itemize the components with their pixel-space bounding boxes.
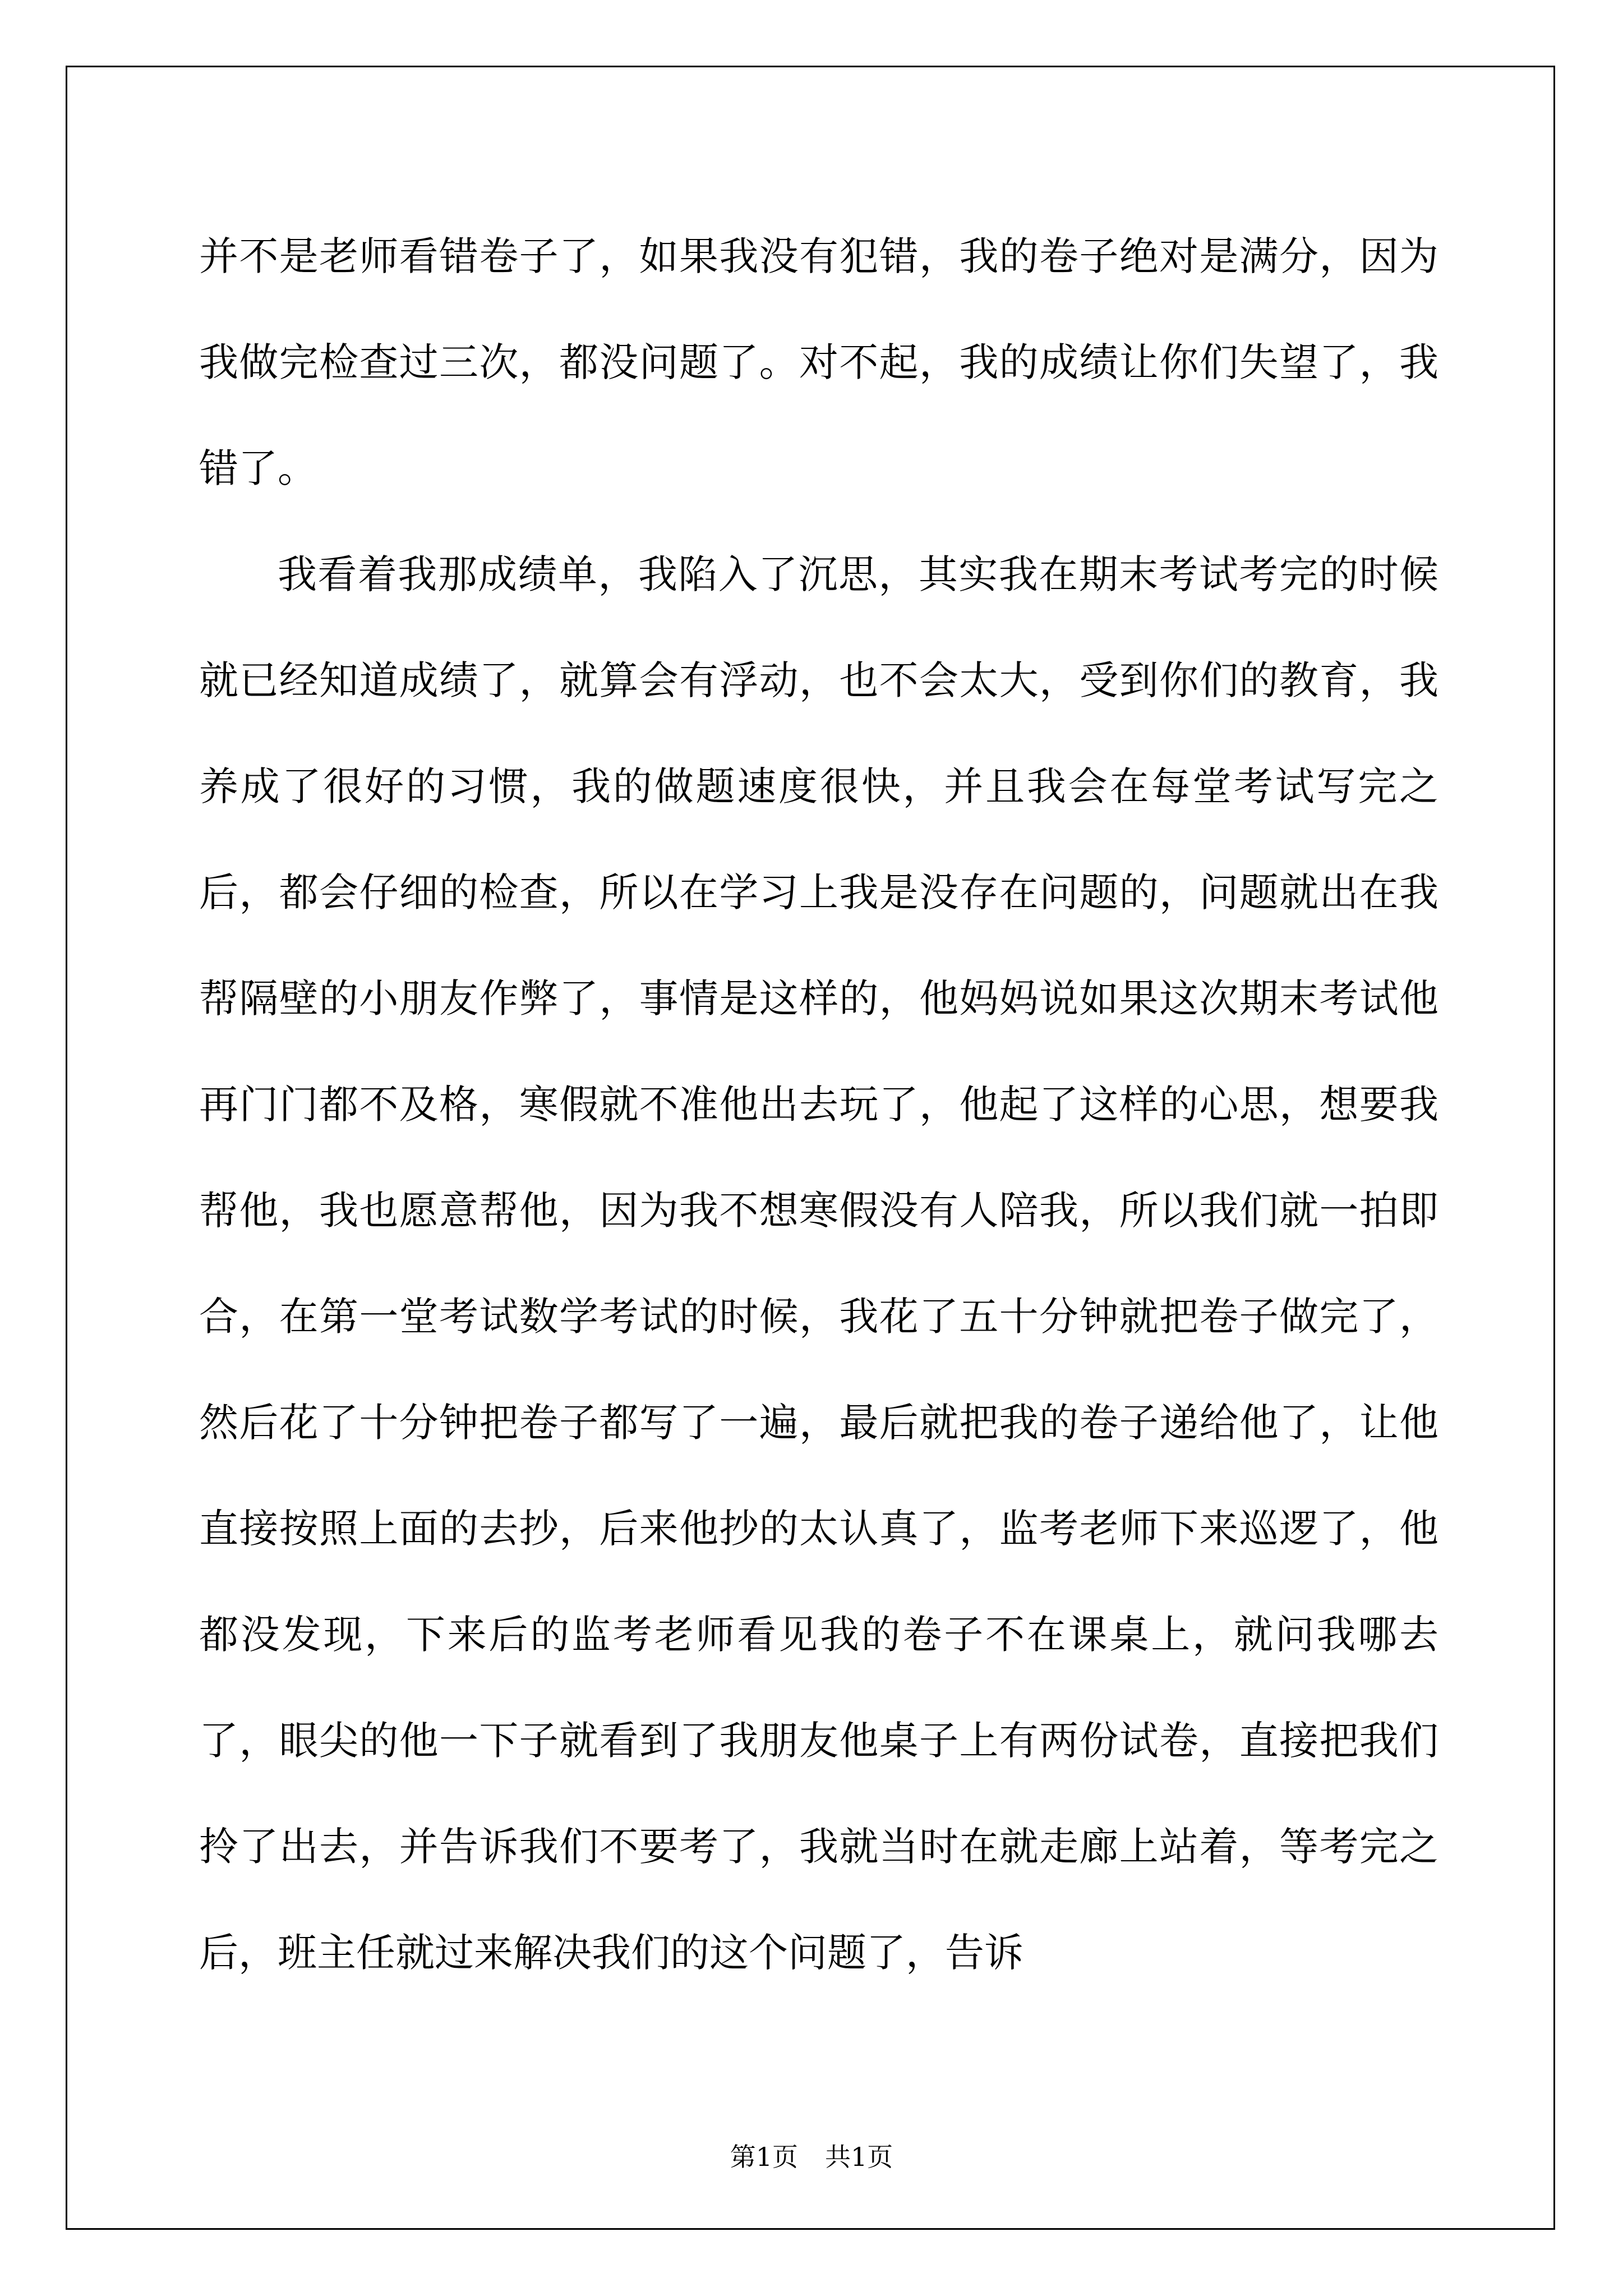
body-text — [199, 204, 1438, 2006]
paragraph-1: 并不是老师看错卷子了，如果我没有犯错，我的卷子绝对是满分，因为我做完检查过三次，都没问题了。对不起，我的成绩让你们失望了，我错了。 — [199, 233, 1438, 491]
page-total: 共1页 — [825, 2142, 893, 2172]
page-number: 第1页 — [730, 2142, 798, 2172]
page-footer — [0, 2140, 1623, 2174]
paragraph-2: 我看着我那成绩单，我陷入了沉思，其实我在期末考试考完的时候就已经知道成绩了，就算会有浮动，也不会太大，受到你们的教育，我养成了很好的习惯，我的做题速度很快，并且我会在每堂考试写完之后，都会仔细的检查，所以在学习上我是没存在问题的，问题就出在我帮隔壁的小朋友作弊了，事情是这样的，他妈妈说如果这次期末考试他再门门都不及格，寒假就不准他出去玩了，他起了这样的心思，想要我帮他，我也愿意帮他，因为我不想寒假没有人陪我，所以我们就一拍即合，在第一堂考试数学考试的时候，我花了五十分钟就把卷子做完了，然后花了十分钟把卷子都写了一遍，最后就把我的卷子递给他了，让他直接按照上面的去抄，后来他抄的太认真了，监考老师下来巡逻了，他都没发现，下来后的监考老师看见我的卷子不在课桌上，就问我哪去了，眼尖的他一下子就看到了我朋友他桌子上有两份试卷，直接把我们拎了出去，并告诉我们不要考了，我就当时在就走廊上站着，等考完之后，班主任就过来解决我们的这个问题了，告诉 — [199, 551, 1438, 1976]
